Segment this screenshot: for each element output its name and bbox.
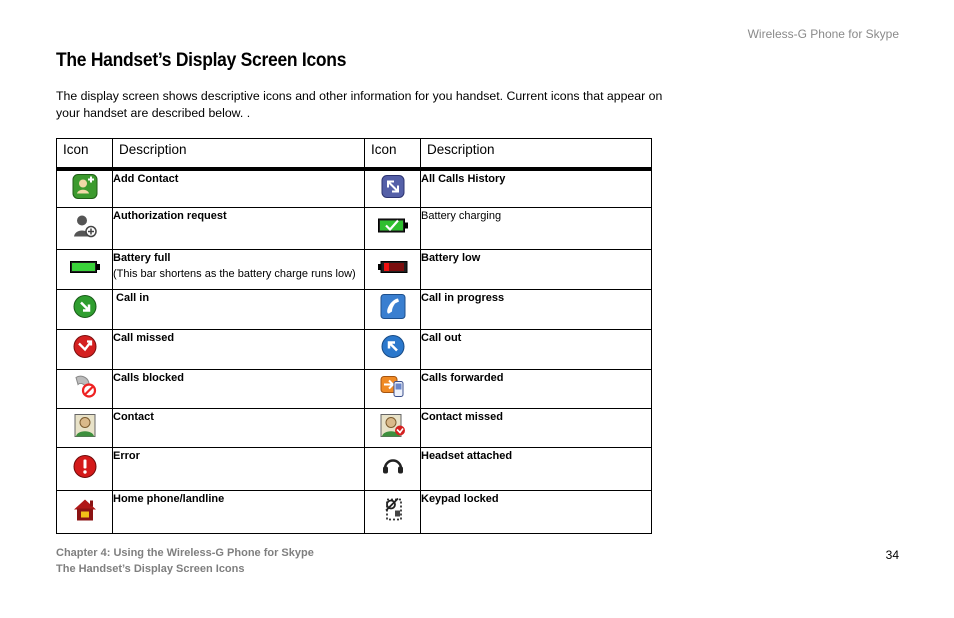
icons-table-body: [57, 169, 652, 533]
icon-cell: [365, 207, 421, 249]
icon-cell: [365, 447, 421, 490]
description-label: Authorization request: [113, 209, 227, 222]
battery-full-icon: [70, 260, 100, 278]
footer-chapter: Chapter 4: Using the Wireless-G Phone for Skype: [56, 547, 314, 559]
table-header-row: [57, 139, 652, 170]
page-number: 34: [885, 548, 899, 562]
description-cell: [421, 447, 652, 490]
description-label: Battery full: [113, 251, 171, 264]
icon-cell: [57, 490, 113, 533]
call-missed-icon: [73, 335, 97, 364]
description-cell: [113, 447, 365, 490]
error-icon: [73, 454, 97, 483]
description-cell: [421, 408, 652, 447]
description-label: Keypad locked: [421, 492, 499, 505]
header-description: Description: [421, 139, 652, 170]
icon-cell: [57, 369, 113, 408]
description-cell: [113, 289, 365, 329]
description-label: Call missed: [113, 331, 175, 344]
description-cell: [113, 490, 365, 533]
icon-cell: [365, 329, 421, 369]
icon-cell: [365, 249, 421, 289]
description-label: Call out: [421, 331, 462, 344]
header-description: Description: [113, 139, 365, 170]
battery-low-icon: [378, 260, 408, 278]
header-icon: Icon: [57, 139, 113, 170]
icon-cell: [57, 447, 113, 490]
call-in-icon: [73, 295, 97, 324]
home-phone-icon: [72, 497, 98, 526]
description-cell: [113, 207, 365, 249]
description-label: Battery charging: [421, 209, 502, 222]
icon-cell: [365, 490, 421, 533]
description-cell: [113, 169, 365, 207]
calls-blocked-icon: [72, 373, 98, 404]
description-label: Calls forwarded: [421, 371, 504, 384]
authorization-request-icon: [72, 213, 98, 244]
description-cell: [421, 249, 652, 289]
keypad-locked-icon: [381, 496, 405, 527]
icon-cell: [57, 249, 113, 289]
description-label: Call in: [113, 291, 150, 304]
table-row: [57, 207, 652, 249]
description-label: Add Contact: [113, 173, 179, 185]
description-cell: [113, 329, 365, 369]
description-cell: [113, 249, 365, 289]
table-row: [57, 169, 652, 207]
description-cell: [113, 408, 365, 447]
description-cell: [421, 369, 652, 408]
description-label: Error: [113, 449, 140, 462]
calls-forwarded-icon: [379, 373, 407, 404]
description-label: All Calls History: [421, 173, 506, 185]
table-row: [57, 447, 652, 490]
header-icon: Icon: [365, 139, 421, 170]
icon-cell: [57, 329, 113, 369]
icon-cell: [57, 408, 113, 447]
icon-cell: [57, 169, 113, 207]
description-label: Home phone/landline: [113, 492, 225, 505]
table-row: [57, 490, 652, 533]
description-label: Call in progress: [421, 291, 505, 304]
description-label: Contact: [113, 410, 154, 423]
contact-icon: [73, 412, 97, 443]
description-cell: [113, 369, 365, 408]
icon-cell: [365, 408, 421, 447]
description-cell: [421, 207, 652, 249]
description-label: Battery low: [421, 251, 481, 264]
icon-cell: [365, 169, 421, 207]
description-cell: [421, 329, 652, 369]
add-contact-icon: [72, 173, 98, 204]
headset-attached-icon: [381, 454, 405, 483]
table-row: [57, 249, 652, 289]
page-title: The Handset’s Display Screen Icons: [56, 50, 347, 71]
contact-missed-icon: [379, 412, 407, 443]
table-row: [57, 289, 652, 329]
all-calls-history-icon: [381, 174, 405, 203]
description-note: (This bar shortens as the battery charge runs low): [113, 267, 356, 280]
table-row: [57, 369, 652, 408]
running-header: Wireless-G Phone for Skype: [747, 27, 899, 41]
call-out-icon: [381, 335, 405, 364]
description-cell: [421, 289, 652, 329]
call-in-progress-icon: [380, 294, 406, 325]
description-label: Headset attached: [421, 449, 513, 462]
description-cell: [421, 169, 652, 207]
icon-cell: [57, 207, 113, 249]
icon-cell: [365, 289, 421, 329]
description-cell: [421, 490, 652, 533]
battery-charging-icon: [378, 219, 408, 238]
intro-paragraph: The display screen shows descriptive icons and other information for you handset. Current icons that appear on your handset are described below. .: [56, 89, 663, 120]
icons-table: [56, 138, 652, 534]
table-row: [57, 408, 652, 447]
icon-cell: [57, 289, 113, 329]
table-row: [57, 329, 652, 369]
footer-section: The Handset’s Display Screen Icons: [56, 563, 245, 575]
description-label: Calls blocked: [113, 371, 184, 384]
description-label: Contact missed: [421, 410, 503, 423]
icon-cell: [365, 369, 421, 408]
